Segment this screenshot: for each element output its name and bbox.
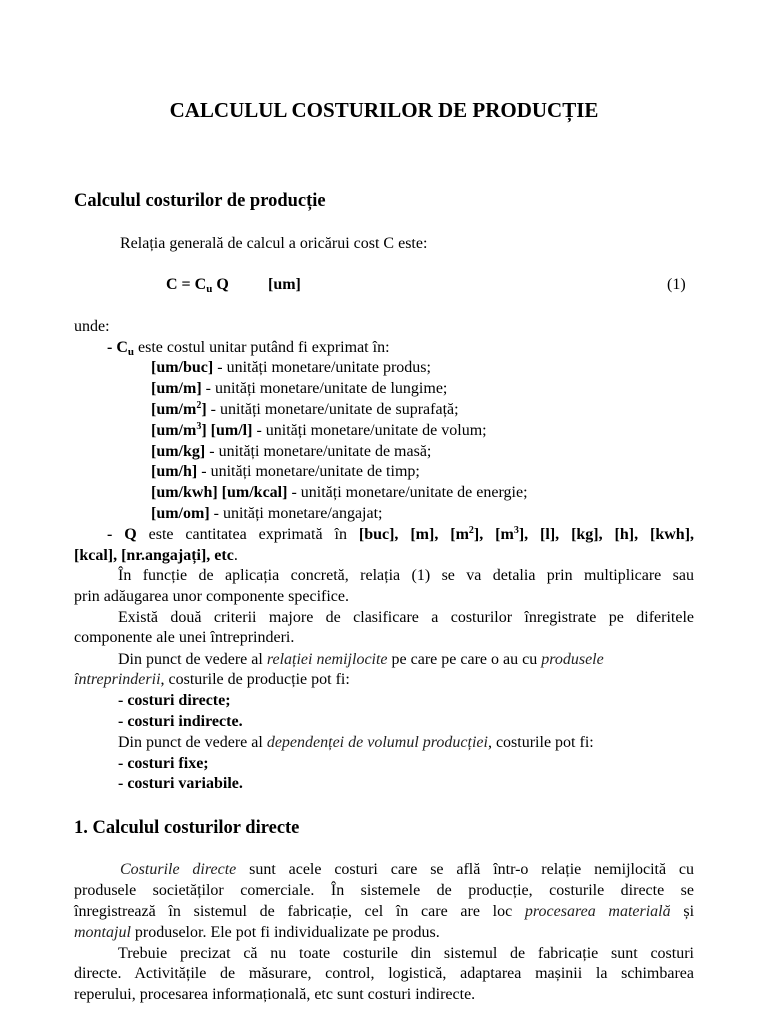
q-sup-3: 3 (513, 525, 519, 536)
paragraph-line: directe. Activitățile de măsurare, control, logistică, adaptarea mașinii la schimbarea (74, 965, 694, 982)
q-units-3: ], [l], [kg], [h], [kwh], (518, 526, 695, 543)
intro-text: Relația generală de calcul a oricărui cost C este: (120, 235, 428, 252)
unit-code: [um/kwh] [um/kcal] (151, 484, 288, 501)
list-item: - costuri variabile. (118, 775, 243, 792)
p3-italic-d: produsele (541, 651, 604, 668)
unit-desc: - unități monetare/unitate de lungime; (201, 380, 448, 397)
section-heading: Calculul costurilor de producție (74, 191, 326, 211)
q-sup-2: 2 (468, 525, 474, 536)
cu-definition (107, 338, 390, 358)
unit-code-end: ] [um/l] (201, 422, 253, 439)
paragraph-line: prin adăugarea unor componente specifice. (74, 588, 349, 605)
paragraph-line (74, 670, 350, 690)
formula-lhs: C = C (166, 276, 207, 293)
unit-desc: - unități monetare/unitate de energie; (287, 484, 528, 501)
p3-italic-e: întreprinderii (74, 671, 161, 688)
paragraph-line: reperului, procesarea informațională, etc sunt costuri indirecte. (74, 986, 476, 1003)
unit-code: [um/h] (151, 463, 198, 480)
paragraph-line (118, 650, 604, 670)
unit-item (151, 358, 431, 378)
unit-item (151, 442, 431, 462)
p5-text-e: și (670, 903, 695, 920)
paragraph-line: Există două criterii majore de clasificare a costurilor înregistrate pe diferitele (118, 609, 694, 626)
formula-rest: Q (212, 276, 229, 293)
cu-text: este costul unitar putând fi exprimat în: (134, 339, 390, 356)
unit-item (151, 504, 382, 524)
paragraph-line: În funcție de aplicația concretă, relația (1) se va detalia prin multiplicare sau (118, 567, 694, 584)
paragraph-line: Trebuie precizat că nu toate costurile din sistemul de fabricație sunt costuri (118, 945, 694, 962)
p5-text-c: înregistrează în sistemul de fabricație, cel în care are loc (74, 903, 525, 920)
p5-text-b: sunt acele costuri care se află într-o relație nemijlocită cu (236, 861, 695, 878)
unit-code: [um/m (151, 401, 197, 418)
unit-code-end: ] (201, 401, 207, 418)
unit-desc: - unități monetare/unitate de volum; (252, 422, 487, 439)
p3-italic-b: relației nemijlocite (266, 651, 388, 668)
unde-label: unde: (74, 318, 110, 335)
unit-desc: - unități monetare/angajat; (209, 505, 383, 522)
p3-text-a: Din punct de vedere al (118, 651, 267, 668)
q-units-1: [buc], [m], [m (358, 526, 469, 543)
q-line2-end: . (233, 547, 238, 564)
unit-desc: - unități monetare/unitate produs; (213, 359, 431, 376)
page-title: CALCULUL COSTURILOR DE PRODUCȚIE (169, 98, 599, 122)
paragraph-line: produsele societăților comerciale. În sistemele de producție, costurile directe se (74, 882, 694, 899)
formula-subscript: u (206, 283, 213, 295)
formula (166, 275, 229, 295)
cu-subscript: u (127, 346, 135, 358)
unit-superscript: 3 (196, 421, 202, 432)
unit-item (151, 421, 487, 441)
p5-italic-f: montajul (74, 924, 131, 941)
unit-superscript: 2 (196, 400, 202, 411)
p4-text-c: , costurile pot fi: (487, 734, 594, 751)
paragraph-line (118, 733, 594, 753)
paragraph-line (74, 902, 694, 922)
unit-item (151, 400, 459, 420)
unit-code: [um/m] (151, 380, 202, 397)
unit-code: [um/kg] (151, 443, 206, 460)
paragraph-line (74, 923, 440, 943)
p3-text-c: pe care pe care o au cu (387, 651, 542, 668)
p3-text-f: , costurile de producție pot fi: (160, 671, 350, 688)
p5-text-g: produselor. Ele pot fi individualizate pe produs. (130, 924, 440, 941)
q-units-2: ], [m (473, 526, 514, 543)
unit-code: [um/om] (151, 505, 210, 522)
list-item: - costuri indirecte. (118, 713, 243, 730)
cu-prefix: - C (107, 339, 128, 356)
list-item: - costuri fixe; (118, 755, 209, 772)
p5-italic-d: procesarea materială (524, 903, 671, 920)
p5-italic-a: Costurile directe (120, 861, 237, 878)
unit-desc: - unități monetare/unitate de masă; (205, 443, 432, 460)
unit-item (151, 483, 528, 503)
equation-number: (1) (667, 276, 686, 293)
p4-italic-b: dependenței de volumul producției (266, 734, 488, 751)
q-definition (107, 525, 694, 545)
unit-desc: - unități monetare/unitate de timp; (197, 463, 420, 480)
paragraph-line: componente ale unei întreprinderi. (74, 629, 295, 646)
unit-item (151, 379, 447, 399)
formula-unit: [um] (268, 276, 301, 293)
q-prefix: - Q (107, 526, 137, 543)
p4-text-a: Din punct de vedere al (118, 734, 267, 751)
unit-item (151, 462, 420, 482)
unit-code: [um/m (151, 422, 197, 439)
list-item: - costuri directe; (118, 692, 231, 709)
unit-code: [um/buc] (151, 359, 214, 376)
q-units-line2: [kcal], [nr.angajați], etc (74, 547, 234, 564)
section-1-heading: 1. Calculul costurilor directe (74, 818, 300, 838)
unit-desc: - unități monetare/unitate de suprafață; (206, 401, 459, 418)
q-text: este cantitatea exprimată în (136, 526, 359, 543)
q-definition-continued (74, 546, 238, 566)
paragraph-line (120, 860, 694, 880)
